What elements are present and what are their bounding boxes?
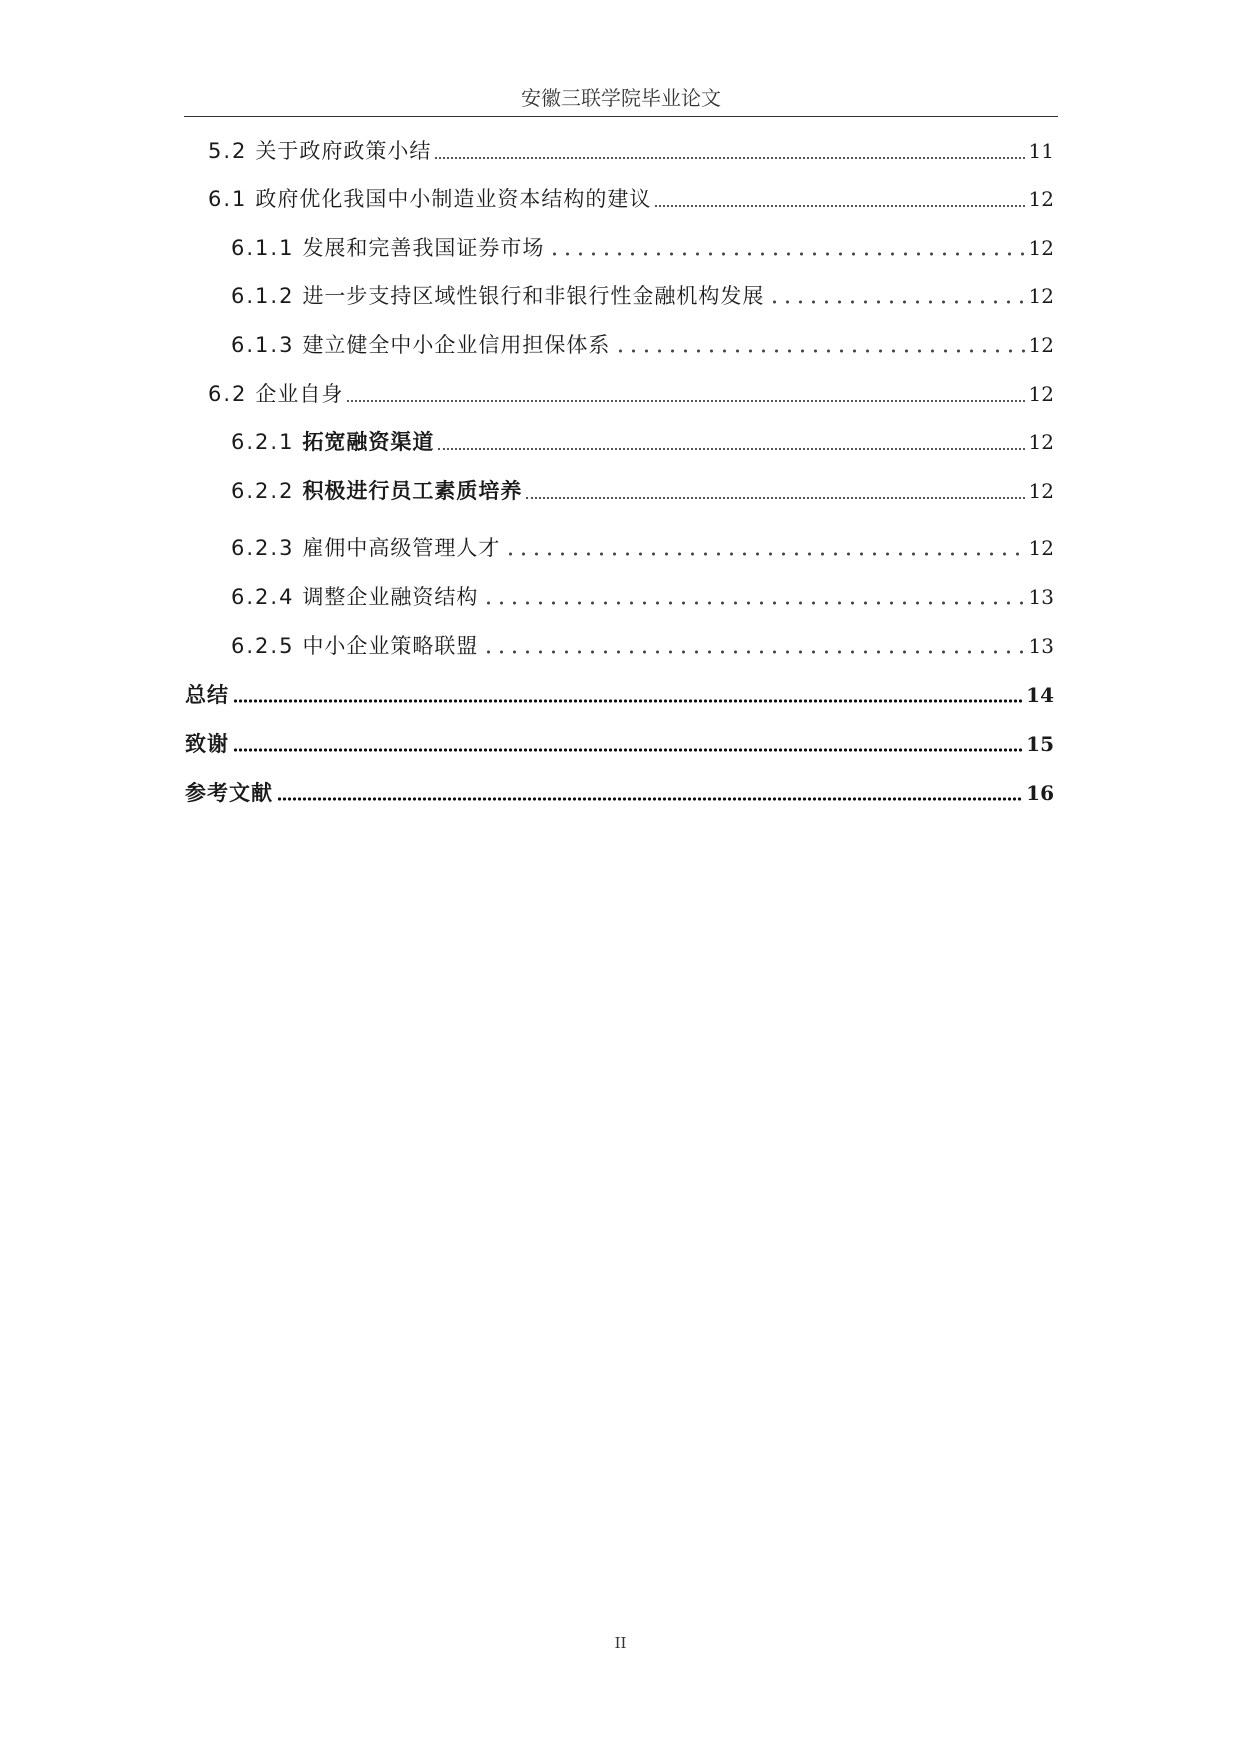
toc-entry-label: 积极进行员工素质培养 [302, 479, 523, 503]
toc-entry-number: 6.1.1 [231, 236, 295, 260]
toc-leader [233, 689, 1022, 703]
toc-leader [277, 787, 1022, 801]
toc-entry-6-1[interactable] [208, 182, 1054, 212]
toc-leader [438, 438, 1024, 450]
toc-entry-6-1-3[interactable] [231, 328, 1054, 358]
toc-entry-page: 12 [1028, 236, 1054, 260]
toc-entry-page: 12 [1028, 382, 1054, 406]
toc-entry-label: 关于政府政策小结 [255, 139, 432, 163]
toc-entry-page: 13 [1028, 634, 1054, 658]
toc-leader [526, 487, 1024, 499]
toc-entry-label: 发展和完善我国证券市场 [302, 236, 545, 260]
toc-entry-page: 12 [1028, 333, 1054, 357]
toc-entry-page: 12 [1028, 187, 1054, 211]
toc-entry-page: 11 [1028, 139, 1054, 163]
toc-entry-label: 中小企业策略联盟 [302, 634, 479, 658]
header-title: 安徽三联学院毕业论文 [521, 86, 721, 110]
toc-entry-number: 6.2 [208, 382, 248, 406]
toc-entry-page: 15 [1026, 732, 1054, 756]
toc-entry-6-2-5[interactable] [231, 629, 1054, 659]
toc-entry-6-1-2[interactable] [231, 279, 1054, 309]
page-footer [0, 1634, 1241, 1652]
toc-entry-label: 建立健全中小企业信用担保体系 [302, 333, 611, 357]
toc-entry-label: 雇佣中高级管理人才 [302, 536, 501, 560]
toc-entry-6-2-4[interactable] [231, 580, 1054, 610]
toc-entry-6-2-2[interactable] [231, 474, 1054, 504]
toc-entry-page: 14 [1026, 683, 1054, 707]
toc-entry-references[interactable] [185, 776, 1054, 806]
toc-entry-number: 6.1 [208, 187, 248, 211]
toc-entry-6-2[interactable] [208, 377, 1054, 407]
toc-entry-label: 致谢 [185, 732, 229, 756]
toc-entry-page: 16 [1026, 781, 1054, 805]
toc-entry-acknowledgements[interactable] [185, 727, 1054, 757]
toc-entry-number: 5.2 [208, 139, 248, 163]
toc-entry-label: 政府优化我国中小制造业资本结构的建议 [255, 187, 652, 211]
toc-entry-page: 13 [1028, 585, 1054, 609]
toc-entry-6-2-3[interactable] [231, 531, 1054, 561]
toc-entry-5-2[interactable] [208, 134, 1054, 164]
toc-entry-label: 企业自身 [255, 382, 344, 406]
toc-leader [435, 147, 1024, 159]
toc-entry-number: 6.1.2 [231, 284, 295, 308]
footer-page-number: II [614, 1634, 627, 1652]
toc-entry-number: 6.2.4 [231, 585, 295, 609]
toc-leader [768, 290, 1024, 304]
toc-entry-label: 进一步支持区域性银行和非银行性金融机构发展 [302, 284, 765, 308]
toc-entry-label: 拓宽融资渠道 [302, 430, 435, 454]
toc-entry-6-1-1[interactable] [231, 231, 1054, 261]
toc-entry-number: 6.2.1 [231, 430, 295, 454]
toc-leader [655, 195, 1024, 207]
toc-leader [482, 640, 1024, 654]
toc-leader [233, 738, 1022, 752]
toc-entry-number: 6.2.5 [231, 634, 295, 658]
page-header [184, 86, 1058, 117]
toc-leader [482, 591, 1024, 605]
toc-entry-6-2-1[interactable] [231, 425, 1054, 455]
toc-entry-number: 6.1.3 [231, 333, 295, 357]
toc-entry-page: 12 [1028, 536, 1054, 560]
toc-entry-page: 12 [1028, 430, 1054, 454]
toc-entry-number: 6.2.3 [231, 536, 295, 560]
toc-entry-summary[interactable] [185, 678, 1054, 708]
toc-leader [614, 339, 1024, 353]
toc-entry-label: 总结 [185, 683, 229, 707]
toc-entry-page: 12 [1028, 479, 1054, 503]
toc-entry-label: 参考文献 [185, 781, 273, 805]
toc-leader [504, 542, 1024, 556]
toc-leader [548, 242, 1024, 256]
toc-entry-number: 6.2.2 [231, 479, 295, 503]
toc-entry-page: 12 [1028, 284, 1054, 308]
toc-leader [347, 390, 1024, 402]
toc-entry-label: 调整企业融资结构 [302, 585, 479, 609]
